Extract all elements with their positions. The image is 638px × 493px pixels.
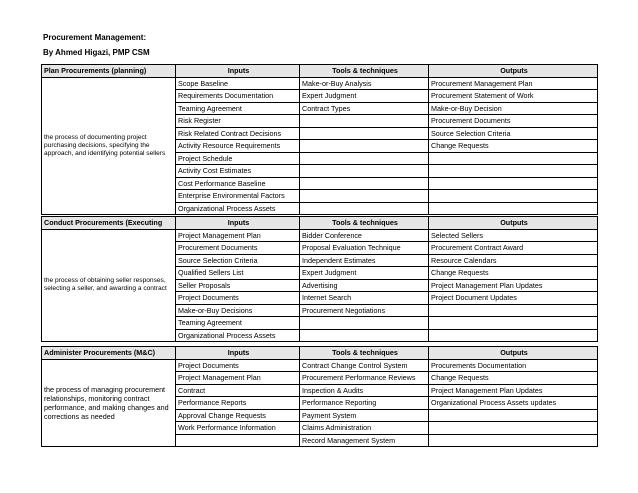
input-cell: Project Documents [176, 359, 300, 372]
input-cell: Teaming Agreement [176, 102, 300, 115]
input-cell [176, 434, 300, 447]
document-author: By Ahmed Higazi, PMP CSM [43, 48, 150, 57]
tool-cell: Expert Judgment [300, 90, 429, 103]
tool-cell: Contract Change Control System [300, 359, 429, 372]
input-cell: Work Performance Information [176, 422, 300, 435]
input-cell: Risk Register [176, 115, 300, 128]
input-cell: Performance Reports [176, 397, 300, 410]
tools-header: Tools & techniques [300, 65, 429, 78]
tool-cell [300, 127, 429, 140]
output-cell [429, 304, 598, 317]
output-cell: Project Management Plan Updates [429, 279, 598, 292]
table-row [42, 77, 598, 90]
section-header-row [42, 347, 598, 360]
tool-cell: Make-or-Buy Analysis [300, 77, 429, 90]
input-cell: Source Selection Criteria [176, 254, 300, 267]
output-cell: Procurement Management Plan [429, 77, 598, 90]
input-cell: Project Documents [176, 292, 300, 305]
output-cell: Change Requests [429, 372, 598, 385]
tool-cell: Internet Search [300, 292, 429, 305]
inputs-header: Inputs [176, 347, 300, 360]
output-cell: Procurement Statement of Work [429, 90, 598, 103]
input-cell: Requirements Documentation [176, 90, 300, 103]
inputs-header: Inputs [176, 217, 300, 230]
tool-cell [300, 140, 429, 153]
input-cell: Cost Performance Baseline [176, 177, 300, 190]
document-title: Procurement Management: [43, 33, 147, 42]
tools-header: Tools & techniques [300, 217, 429, 230]
output-cell: Project Document Updates [429, 292, 598, 305]
output-cell [429, 202, 598, 215]
output-cell: Resource Calendars [429, 254, 598, 267]
tool-cell: Procurement Performance Reviews [300, 372, 429, 385]
tool-cell: Bidder Conference [300, 229, 429, 242]
output-cell [429, 434, 598, 447]
tool-cell: Proposal Evaluation Technique [300, 242, 429, 255]
tool-cell: Claims Administration [300, 422, 429, 435]
output-cell [429, 409, 598, 422]
output-cell [429, 190, 598, 203]
table-row [42, 359, 598, 372]
section-header-row [42, 65, 598, 78]
input-cell: Approval Change Requests [176, 409, 300, 422]
tool-cell: Expert Judgment [300, 267, 429, 280]
output-cell: Procurement Contract Award [429, 242, 598, 255]
output-cell [429, 152, 598, 165]
output-cell: Procurement Documents [429, 115, 598, 128]
tool-cell: Inspection & Audits [300, 384, 429, 397]
tool-cell [300, 329, 429, 342]
tools-header: Tools & techniques [300, 347, 429, 360]
output-cell [429, 177, 598, 190]
output-cell [429, 165, 598, 178]
output-cell: Project Management Plan Updates [429, 384, 598, 397]
tool-cell [300, 190, 429, 203]
input-cell: Qualified Sellers List [176, 267, 300, 280]
output-cell [429, 422, 598, 435]
input-cell: Scope Baseline [176, 77, 300, 90]
input-cell: Organizational Process Assets [176, 202, 300, 215]
tool-cell: Advertising [300, 279, 429, 292]
tool-cell [300, 317, 429, 330]
output-cell: Selected Sellers [429, 229, 598, 242]
input-cell: Make-or-Buy Decisions [176, 304, 300, 317]
input-cell: Enterprise Environmental Factors [176, 190, 300, 203]
table-row [42, 229, 598, 242]
input-cell: Risk Related Contract Decisions [176, 127, 300, 140]
output-cell: Procurements Documentation [429, 359, 598, 372]
section-table [41, 64, 598, 215]
tool-cell: Contract Types [300, 102, 429, 115]
inputs-header: Inputs [176, 65, 300, 78]
output-cell: Make-or-Buy Decision [429, 102, 598, 115]
input-cell: Organizational Process Assets [176, 329, 300, 342]
section-name: Plan Procurements (planning) [42, 65, 176, 78]
tool-cell [300, 115, 429, 128]
tool-cell [300, 165, 429, 178]
section-table [41, 346, 598, 447]
tool-cell [300, 152, 429, 165]
section-description: the process of documenting project purchasing decisions, specifying the approach, and identifying potential sellers [42, 77, 176, 215]
outputs-header: Outputs [429, 217, 598, 230]
outputs-header: Outputs [429, 347, 598, 360]
input-cell: Project Schedule [176, 152, 300, 165]
input-cell: Contract [176, 384, 300, 397]
output-cell: Change Requests [429, 140, 598, 153]
output-cell: Change Requests [429, 267, 598, 280]
tool-cell: Payment System [300, 409, 429, 422]
tool-cell [300, 202, 429, 215]
output-cell [429, 329, 598, 342]
output-cell [429, 317, 598, 330]
tool-cell: Independent Estimates [300, 254, 429, 267]
tool-cell [300, 177, 429, 190]
input-cell: Project Management Plan [176, 229, 300, 242]
section-header-row [42, 217, 598, 230]
tool-cell: Performance Reporting [300, 397, 429, 410]
input-cell: Teaming Agreement [176, 317, 300, 330]
outputs-header: Outputs [429, 65, 598, 78]
input-cell: Activity Resource Requirements [176, 140, 300, 153]
input-cell: Seller Proposals [176, 279, 300, 292]
input-cell: Activity Cost Estimates [176, 165, 300, 178]
output-cell: Source Selection Criteria [429, 127, 598, 140]
section-description: the process of obtaining seller responses, selecting a seller, and awarding a contract [42, 229, 176, 342]
tool-cell: Record Management System [300, 434, 429, 447]
output-cell: Organizational Process Assets updates [429, 397, 598, 410]
input-cell: Project Management Plan [176, 372, 300, 385]
section-name: Conduct Procurements (Executing [42, 217, 176, 230]
section-table [41, 216, 598, 342]
tool-cell: Procurement Negotiations [300, 304, 429, 317]
section-name: Administer Procurements (M&C) [42, 347, 176, 360]
input-cell: Procurement Documents [176, 242, 300, 255]
section-description: the process of managing procurement relationships, monitoring contract performance, and making changes and corrections as needed [42, 359, 176, 447]
